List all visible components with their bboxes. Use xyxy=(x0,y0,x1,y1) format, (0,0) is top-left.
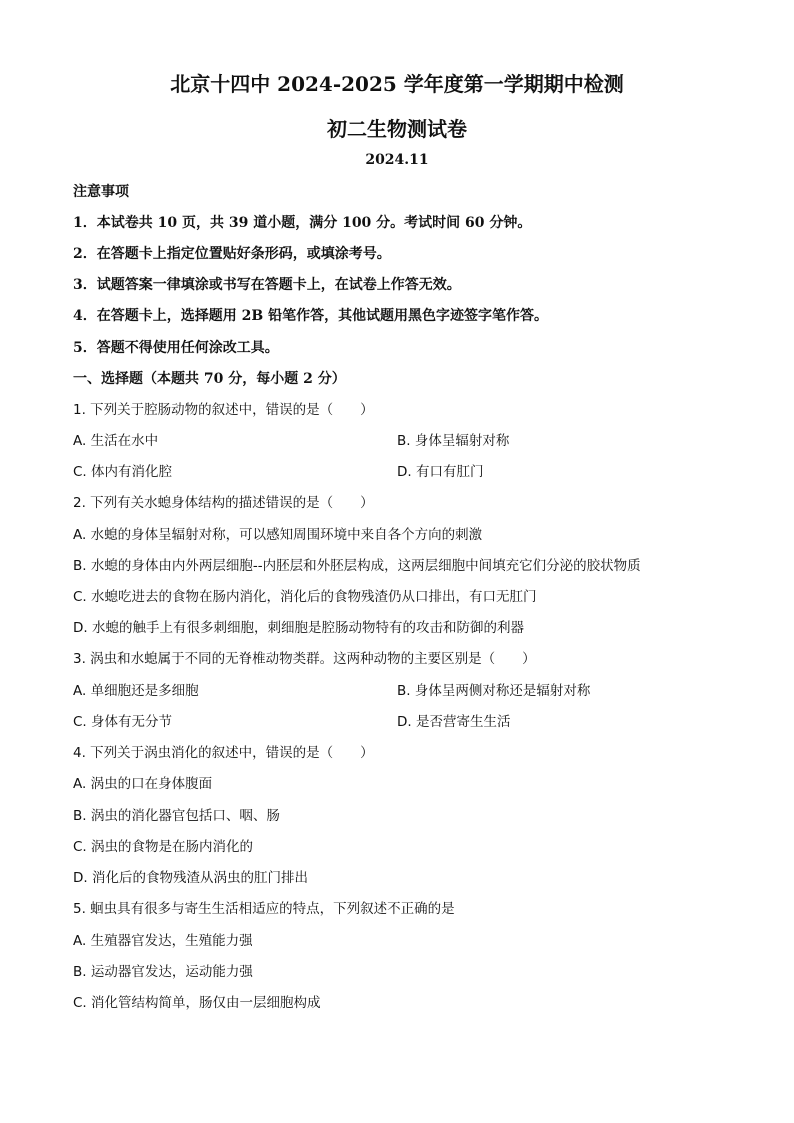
question-2-option-d: D. 水螅的触手上有很多刺细胞，刺细胞是腔肠动物特有的攻击和防御的利器 xyxy=(73,620,524,636)
notice-item-5: 5．答题不得使用任何涂改工具。 xyxy=(73,340,279,356)
question-1-stem: 1. 下列关于腔肠动物的叙述中，错误的是（ ） xyxy=(73,402,374,418)
notice-item-4: 4．在答题卡上，选择题用 2B 铅笔作答，其他试题用黑色字迹签字笔作答。 xyxy=(73,308,549,324)
question-2-stem: 2. 下列有关水螅身体结构的描述错误的是（ ） xyxy=(73,495,374,511)
question-4-option-b: B. 涡虫的消化器官包括口、咽、肠 xyxy=(73,808,280,824)
question-4-stem: 4. 下列关于涡虫消化的叙述中，错误的是（ ） xyxy=(73,745,374,761)
exam-subtitle: 初二生物测试卷 xyxy=(327,117,467,141)
section-heading: 一、选择题（本题共 70 分，每小题 2 分） xyxy=(73,371,346,387)
question-2-option-b: B. 水螅的身体由内外两层细胞--内胚层和外胚层构成，这两层细胞中间填充它们分泌的胶状物质 xyxy=(73,558,641,574)
question-3-option-a: A. 单细胞还是多细胞 xyxy=(73,683,199,699)
exam-date: 2024.11 xyxy=(365,152,429,168)
notice-item-3: 3．试题答案一律填涂或书写在答题卡上，在试卷上作答无效。 xyxy=(73,277,461,293)
question-3-option-c: C. 身体有无分节 xyxy=(73,714,173,730)
question-3-option-b: B. 身体呈两侧对称还是辐射对称 xyxy=(397,683,591,699)
question-3-option-d: D. 是否营寄生生活 xyxy=(397,714,511,730)
notice-item-1: 1．本试卷共 10 页，共 39 道小题，满分 100 分。考试时间 60 分钟。 xyxy=(73,215,532,231)
question-5-stem: 5. 蛔虫具有很多与寄生生活相适应的特点，下列叙述不正确的是 xyxy=(73,901,455,917)
question-1-option-b: B. 身体呈辐射对称 xyxy=(397,433,510,449)
question-5-option-a: A. 生殖器官发达，生殖能力强 xyxy=(73,933,253,949)
notice-item-2: 2．在答题卡上指定位置贴好条形码，或填涂考号。 xyxy=(73,246,391,262)
question-2-option-c: C. 水螅吃进去的食物在肠内消化，消化后的食物残渣仍从口排出，有口无肛门 xyxy=(73,589,537,605)
question-5-option-c: C. 消化管结构简单，肠仅由一层细胞构成 xyxy=(73,995,321,1011)
notice-heading: 注意事项 xyxy=(73,184,129,200)
question-2-option-a: A. 水螅的身体呈辐射对称，可以感知周围环境中来自各个方向的刺激 xyxy=(73,527,483,543)
question-4-option-d: D. 消化后的食物残渣从涡虫的肛门排出 xyxy=(73,870,308,886)
question-1-option-c: C. 体内有消化腔 xyxy=(73,464,173,480)
exam-title: 北京十四中 2024-2025 学年度第一学期期中检测 xyxy=(170,72,624,96)
question-1-option-a: A. 生活在水中 xyxy=(73,433,159,449)
question-3-stem: 3. 涡虫和水螅属于不同的无脊椎动物类群。这两种动物的主要区别是（ ） xyxy=(73,651,536,667)
question-1-option-d: D. 有口有肛门 xyxy=(397,464,484,480)
question-4-option-c: C. 涡虫的食物是在肠内消化的 xyxy=(73,839,254,855)
question-5-option-b: B. 运动器官发达，运动能力强 xyxy=(73,964,253,980)
question-4-option-a: A. 涡虫的口在身体腹面 xyxy=(73,776,213,792)
